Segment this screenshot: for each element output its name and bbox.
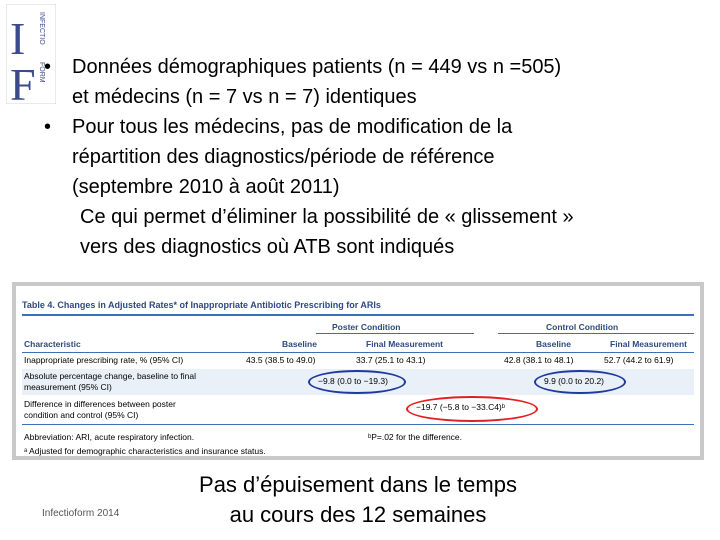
column-header: Final Measurement xyxy=(610,339,687,349)
column-header: Baseline xyxy=(536,339,571,349)
conclusion-line: au cours des 12 semaines xyxy=(229,502,487,527)
bullet-item xyxy=(40,112,710,202)
bullet-marker: • xyxy=(44,116,52,138)
table-cell: Inappropriate prescribing rate, % (95% CI) xyxy=(24,355,184,365)
header-rule xyxy=(22,352,694,353)
table-footnote: ᵇP=.02 for the difference. xyxy=(368,432,463,442)
bullet-list xyxy=(40,52,710,262)
bullet-line: répartition des diagnostics/période de référence xyxy=(72,146,495,168)
table-cell: Absolute percentage change, baseline to final xyxy=(24,371,197,381)
conclusion-text xyxy=(178,470,538,530)
sub-line: Ce qui permet d’éliminer la possibilité de « glissement » xyxy=(80,206,574,228)
table-cell: 9.9 (0.0 to 20.2) xyxy=(544,376,605,386)
table-cell: condition and control (95% CI) xyxy=(24,410,139,420)
table-4-figure xyxy=(12,282,704,460)
highlight-oval-blue xyxy=(308,370,406,394)
group-header-control: Control Condition xyxy=(546,322,619,332)
sub-paragraph xyxy=(40,202,710,262)
table-cell: −19.7 (−5.8 to −33.C4)ᵇ xyxy=(416,402,505,412)
bullet-marker: • xyxy=(44,56,52,78)
logo-letter-i: I xyxy=(10,13,26,64)
bullet-item xyxy=(40,52,710,112)
group-header-poster: Poster Condition xyxy=(332,322,401,332)
highlight-oval-red xyxy=(406,396,538,422)
conclusion-line: Pas d’épuisement dans le temps xyxy=(199,472,517,497)
bottom-rule xyxy=(22,424,694,425)
table-cell: 43.5 (38.5 to 49.0) xyxy=(246,355,316,365)
table-top-rule xyxy=(22,314,694,316)
poster-group-rule xyxy=(316,333,474,334)
table-footnote: ᵃ Adjusted for demographic characteristics and insurance status. xyxy=(24,446,266,456)
bullet-line: et médecins (n = 7 vs n = 7) identiques xyxy=(72,86,417,108)
bullet-line: Pour tous les médecins, pas de modification de la xyxy=(72,116,513,138)
sub-line: vers des diagnostics où ATB sont indiqués xyxy=(80,236,455,258)
table-cell: 52.7 (44.2 to 61.9) xyxy=(604,355,674,365)
column-header: Characteristic xyxy=(24,339,81,349)
table-cell: measurement (95% CI) xyxy=(24,382,112,392)
table-cell: 33.7 (25.1 to 43.1) xyxy=(356,355,426,365)
column-header: Final Measurement xyxy=(366,339,443,349)
table-cell: Difference in differences between poster xyxy=(24,399,176,409)
logo-text-infectio: INFECTIO xyxy=(38,12,45,45)
footer-label: Infectioform 2014 xyxy=(42,508,120,519)
bullet-line: Données démographiques patients (n = 449 vs n =505) xyxy=(72,56,562,78)
logo-text-form: FORM xyxy=(38,62,45,83)
table-cell: −9.8 (0.0 to −19.3) xyxy=(318,376,388,386)
table-cell: 42.8 (38.1 to 48.1) xyxy=(504,355,574,365)
highlight-oval-blue xyxy=(534,370,626,394)
control-group-rule xyxy=(498,333,694,334)
column-header: Baseline xyxy=(282,339,317,349)
table-title: Table 4. Changes in Adjusted Rates* of Inappropriate Antibiotic Prescribing for ARIs xyxy=(22,300,381,310)
table-footnote: Abbreviation: ARI, acute respiratory infection. xyxy=(24,432,195,442)
bullet-line: (septembre 2010 à août 2011) xyxy=(72,176,340,198)
logo-letter-f: F xyxy=(10,59,36,104)
